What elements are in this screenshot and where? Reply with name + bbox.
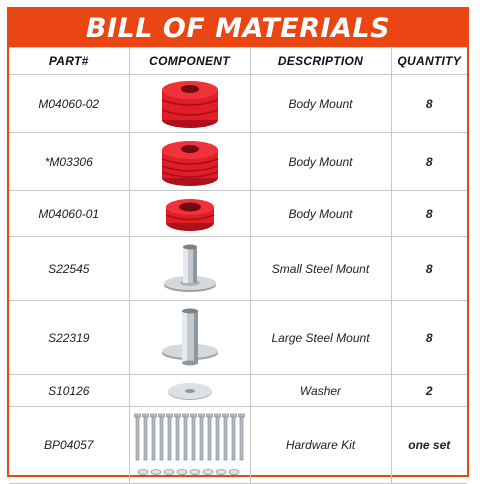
part-number: S22319 — [9, 301, 129, 375]
component-image — [129, 407, 250, 484]
component-image — [129, 237, 250, 301]
table-row — [9, 237, 467, 301]
hardware-kit-icon — [131, 408, 249, 482]
tall-red-bushing-icon — [150, 76, 230, 132]
quantity: 8 — [391, 133, 467, 191]
column-header-quantity: QUANTITY — [391, 48, 467, 75]
component-image — [129, 75, 250, 133]
large-steel-mount-icon — [150, 303, 230, 373]
table-header-row — [9, 48, 467, 75]
quantity: 8 — [391, 237, 467, 301]
component-image — [129, 191, 250, 237]
description: Washer — [250, 375, 391, 407]
title-banner — [9, 9, 467, 47]
column-header-description: DESCRIPTION — [250, 48, 391, 75]
quantity: one set — [391, 407, 467, 484]
description: Small Steel Mount — [250, 237, 391, 301]
component-image — [129, 375, 250, 407]
table-row — [9, 407, 467, 484]
part-number: S10126 — [9, 375, 129, 407]
part-number: S22545 — [9, 237, 129, 301]
page-title: BILL OF MATERIALS — [85, 12, 391, 44]
table-row — [9, 375, 467, 407]
component-image — [129, 301, 250, 375]
table-row — [9, 191, 467, 237]
description: Body Mount — [250, 191, 391, 237]
table-row — [9, 75, 467, 133]
column-header-part: PART# — [9, 48, 129, 75]
bom-frame — [7, 7, 469, 477]
table-row — [9, 133, 467, 191]
quantity: 8 — [391, 75, 467, 133]
description: Hardware Kit — [250, 407, 391, 484]
quantity: 2 — [391, 375, 467, 407]
short-red-bushing-icon — [155, 193, 225, 235]
small-steel-mount-icon — [150, 239, 230, 299]
washer-icon — [160, 378, 220, 404]
table-row — [9, 301, 467, 375]
quantity: 8 — [391, 301, 467, 375]
description: Body Mount — [250, 133, 391, 191]
part-number: M04060-02 — [9, 75, 129, 133]
column-header-component: COMPONENT — [129, 48, 250, 75]
bom-table — [9, 47, 467, 484]
part-number: BP04057 — [9, 407, 129, 484]
red-bushing-icon — [150, 134, 230, 190]
description: Large Steel Mount — [250, 301, 391, 375]
part-number: M04060-01 — [9, 191, 129, 237]
quantity: 8 — [391, 191, 467, 237]
component-image — [129, 133, 250, 191]
part-number: *M03306 — [9, 133, 129, 191]
description: Body Mount — [250, 75, 391, 133]
